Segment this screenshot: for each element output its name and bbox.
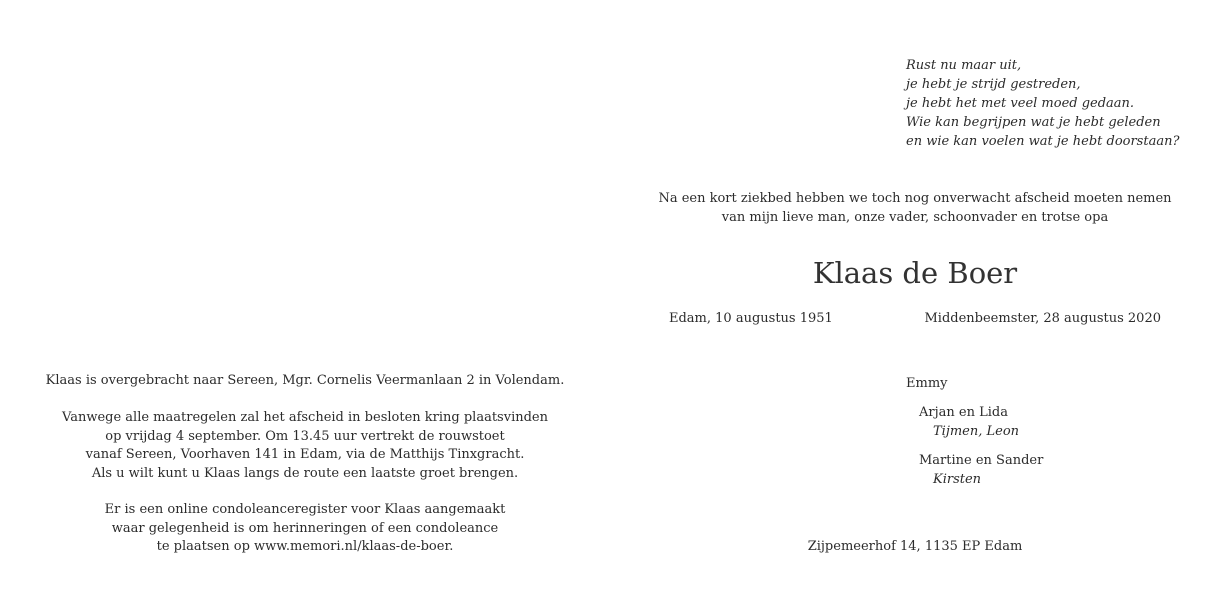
intro-line: Na een kort ziekbed hebben we toch nog onverwacht afscheid moeten nemen xyxy=(658,191,1172,206)
condolence-line: te plaatsen op www.memori.nl/klaas-de-boer. xyxy=(156,539,454,554)
condolence-notice xyxy=(0,501,610,557)
poem-line: Rust nu maar uit, xyxy=(906,58,1022,73)
farewell-line: Als u wilt kunt u Klaas langs de route een laatste groet brengen. xyxy=(91,465,519,481)
right-page xyxy=(610,0,1220,610)
grandchildren: Kirsten xyxy=(933,472,982,487)
family-address: Zijpemeerhof 14, 1135 EP Edam xyxy=(807,539,1023,554)
announcement-intro xyxy=(610,189,1220,227)
spouse-name: Emmy xyxy=(906,376,948,391)
poem xyxy=(906,56,1179,151)
condolence-line: waar gelegenheid is om herinneringen of een condoleance xyxy=(111,520,499,536)
intro-line: van mijn lieve man, onze vader, schoonvader en trotse opa xyxy=(721,210,1109,225)
deceased-name: Klaas de Boer xyxy=(812,256,1018,290)
farewell-line: Vanwege alle maatregelen zal het afscheid in besloten kring plaatsvinden xyxy=(62,410,548,425)
family-couple: Martine en Sander xyxy=(919,453,1044,468)
farewell-notice xyxy=(0,409,610,483)
birth-info: Edam, 10 augustus 1951 xyxy=(669,311,833,326)
grandchildren: Tijmen, Leon xyxy=(933,424,1020,439)
family-couple: Arjan en Lida xyxy=(919,405,1008,420)
poem-line: Wie kan begrijpen wat je hebt geleden xyxy=(906,115,1161,130)
poem-line: je hebt het met veel moed gedaan. xyxy=(906,96,1135,111)
family-list xyxy=(906,374,1043,499)
transfer-notice xyxy=(0,372,610,391)
poem-line: je hebt je strijd gestreden, xyxy=(906,77,1081,92)
condolence-line: Er is een online condoleanceregister voor Klaas aangemaakt xyxy=(104,502,506,517)
transfer-line: Klaas is overgebracht naar Sereen, Mgr. Cornelis Veermanlaan 2 in Volendam. xyxy=(45,373,565,388)
death-info: Middenbeemster, 28 augustus 2020 xyxy=(924,311,1161,326)
farewell-line: op vrijdag 4 september. Om 13.45 uur vertrekt de rouwstoet xyxy=(105,428,505,444)
poem-line: en wie kan voelen wat je hebt doorstaan? xyxy=(906,134,1180,149)
farewell-line: vanaf Sereen, Voorhaven 141 in Edam, via de Matthijs Tinxgracht. xyxy=(85,447,525,462)
